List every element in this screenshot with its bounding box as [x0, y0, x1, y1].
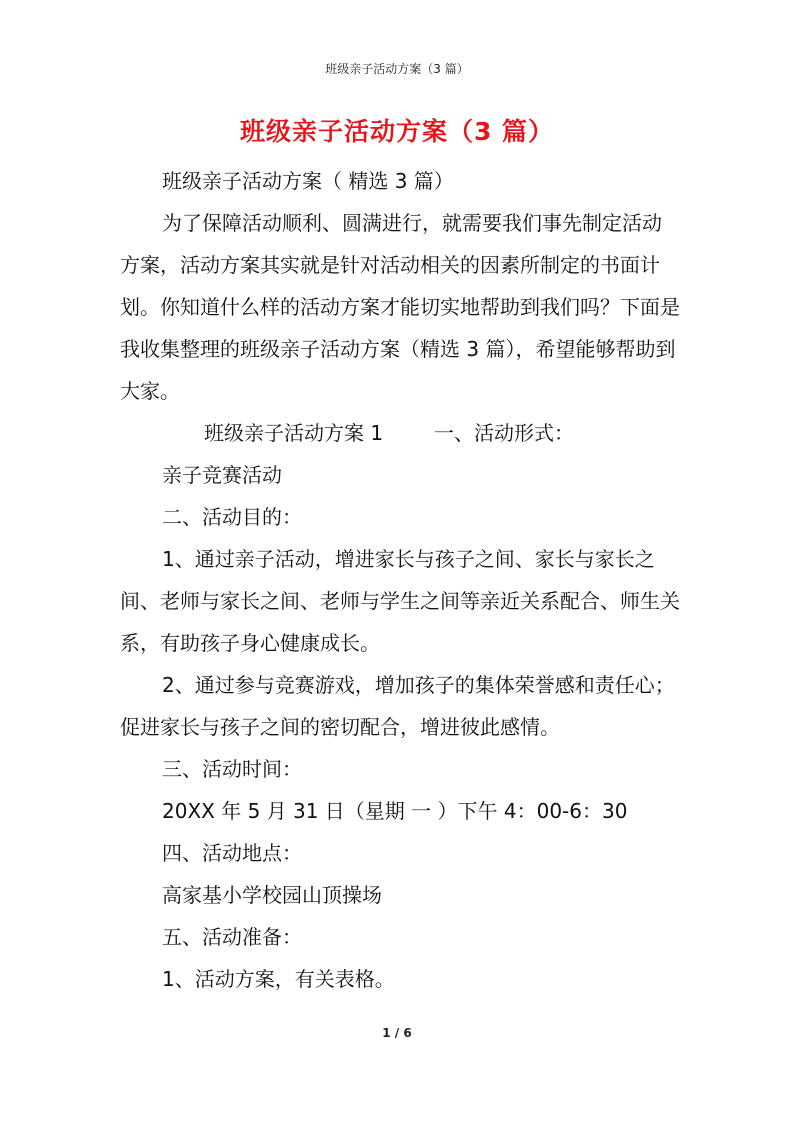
paragraph-preparation-heading: 五、活动准备：	[162, 925, 302, 949]
paragraph-location-value: 高家基小学校园山顶操场	[162, 883, 382, 907]
paragraph-location-heading: 四、活动地点：	[162, 841, 302, 865]
paragraph-subtitle: 班级亲子活动方案（ 精选 3 篇）	[162, 169, 454, 193]
document-body	[120, 160, 680, 1000]
paragraph-section-heading: 班级亲子活动方案 1 一、活动形式：	[204, 421, 574, 445]
paragraph-purpose-1: 1、通过亲子活动，增进家长与孩子之间、家长与家长之间、老师与家长之间、老师与学生之间等亲近关系配合、师生关系，有助孩子身心健康成长。	[120, 547, 680, 655]
page-number: 1 / 6	[382, 1026, 412, 1040]
paragraph-intro: 为了保障活动顺利、圆满进行，就需要我们事先制定活动方案，活动方案其实就是针对活动相关的因素所制定的书面计划。你知道什么样的活动方案才能切实地帮助到我们吗？下面是我收集整理的班级亲子活动方案（精选 3 篇），希望能够帮助到大家。	[120, 211, 680, 403]
paragraph-preparation-1: 1、活动方案，有关表格。	[162, 967, 395, 991]
paragraph-time-value: 20XX 年 5 月 31 日（星期 一 ）下午 4：00-6：30	[162, 799, 628, 823]
document-title: 班级亲子活动方案（3 篇）	[239, 117, 555, 146]
paragraph-purpose-2: 2、通过参与竞赛游戏，增加孩子的集体荣誉感和责任心；促进家长与孩子之间的密切配合，增进彼此感情。	[120, 673, 675, 739]
paragraph-activity-form: 亲子竞赛活动	[162, 463, 282, 487]
running-header: 班级亲子活动方案（3 篇）	[325, 62, 469, 76]
paragraph-time-heading: 三、活动时间：	[162, 757, 302, 781]
paragraph-purpose-heading: 二、活动目的：	[162, 505, 302, 529]
